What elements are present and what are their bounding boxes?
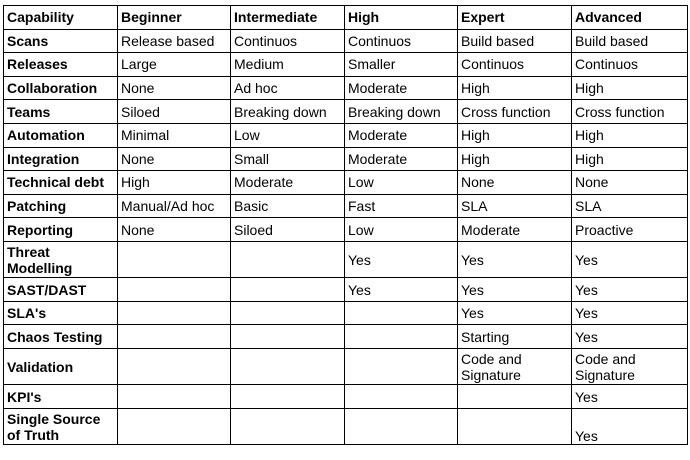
table-cell: None — [572, 171, 688, 195]
table-row — [4, 408, 688, 444]
table-cell: Code and Signature — [572, 349, 688, 385]
table-cell: Yes — [572, 301, 688, 325]
header-capability: Capability — [4, 6, 118, 30]
table-cell: Breaking down — [345, 100, 458, 124]
header-beginner: Beginner — [118, 6, 231, 30]
table-cell — [345, 301, 458, 325]
table-cell: Yes — [345, 241, 458, 277]
capability-cell: Chaos Testing — [4, 325, 118, 349]
table-cell: None — [118, 147, 231, 171]
capability-cell: Patching — [4, 194, 118, 218]
capability-cell: Releases — [4, 53, 118, 77]
table-cell: Yes — [572, 241, 688, 277]
table-cell: Moderate — [345, 147, 458, 171]
capability-cell: Automation — [4, 123, 118, 147]
table-cell: Siloed — [231, 218, 345, 242]
table-row — [4, 76, 688, 100]
table-row — [4, 218, 688, 242]
table-cell: Build based — [458, 29, 572, 53]
table-cell: Low — [231, 123, 345, 147]
table-cell — [458, 385, 572, 409]
capability-cell: SAST/DAST — [4, 278, 118, 302]
table-cell — [118, 385, 231, 409]
table-row — [4, 100, 688, 124]
header-advanced: Advanced — [572, 6, 688, 30]
table-cell: Continuos — [458, 53, 572, 77]
table-cell — [118, 408, 231, 444]
capability-cell: Collaboration — [4, 76, 118, 100]
table-cell — [345, 349, 458, 385]
table-cell: Low — [345, 171, 458, 195]
table-cell: Manual/Ad hoc — [118, 194, 231, 218]
table-cell: High — [572, 76, 688, 100]
table-cell — [231, 408, 345, 444]
maturity-table — [3, 5, 688, 445]
capability-cell: Scans — [4, 29, 118, 53]
header-expert: Expert — [458, 6, 572, 30]
table-cell: Proactive — [572, 218, 688, 242]
table-cell — [458, 408, 572, 444]
table-cell: Cross function — [572, 100, 688, 124]
table-cell: Moderate — [458, 218, 572, 242]
table-cell: Cross function — [458, 100, 572, 124]
table-cell — [345, 408, 458, 444]
table-cell: High — [572, 147, 688, 171]
header-intermediate: Intermediate — [231, 6, 345, 30]
table-cell — [118, 278, 231, 302]
table-cell: None — [458, 171, 572, 195]
table-cell: Yes — [572, 325, 688, 349]
table-cell — [231, 278, 345, 302]
table-cell: Small — [231, 147, 345, 171]
table-cell: Yes — [345, 278, 458, 302]
table-row — [4, 241, 688, 277]
table-cell: Ad hoc — [231, 76, 345, 100]
table-row — [4, 325, 688, 349]
table-cell: Yes — [458, 241, 572, 277]
capability-cell: Reporting — [4, 218, 118, 242]
table-cell: High — [458, 123, 572, 147]
table-cell: Large — [118, 53, 231, 77]
table-cell — [118, 301, 231, 325]
table-row — [4, 147, 688, 171]
table-cell — [345, 325, 458, 349]
table-cell: Yes — [572, 408, 688, 444]
capability-cell: Integration — [4, 147, 118, 171]
table-cell: Siloed — [118, 100, 231, 124]
table-cell: High — [458, 76, 572, 100]
table-cell: High — [118, 171, 231, 195]
table-cell: Medium — [231, 53, 345, 77]
table-cell: Yes — [572, 385, 688, 409]
table-cell — [118, 241, 231, 277]
capability-cell: Technical debt — [4, 171, 118, 195]
table-row — [4, 194, 688, 218]
table-cell: High — [572, 123, 688, 147]
table-row — [4, 385, 688, 409]
table-cell — [231, 325, 345, 349]
table-cell: Build based — [572, 29, 688, 53]
table-cell: High — [458, 147, 572, 171]
table-cell: Yes — [458, 278, 572, 302]
capability-cell: Threat Modelling — [4, 241, 118, 277]
table-cell: Continuos — [345, 29, 458, 53]
table-cell: Low — [345, 218, 458, 242]
table-cell: Fast — [345, 194, 458, 218]
table-cell — [118, 325, 231, 349]
table-row — [4, 278, 688, 302]
header-high: High — [345, 6, 458, 30]
capability-cell: Single Source of Truth — [4, 408, 118, 444]
table-row — [4, 349, 688, 385]
table-cell — [231, 349, 345, 385]
table-cell: Continuos — [231, 29, 345, 53]
table-cell: Code and Signature — [458, 349, 572, 385]
table-cell: Breaking down — [231, 100, 345, 124]
table-row — [4, 123, 688, 147]
table-row — [4, 53, 688, 77]
capability-cell: KPI's — [4, 385, 118, 409]
capability-cell: Validation — [4, 349, 118, 385]
table-cell: Moderate — [345, 76, 458, 100]
table-cell: None — [118, 218, 231, 242]
table-cell: SLA — [572, 194, 688, 218]
header-row — [4, 6, 688, 30]
capability-cell: SLA's — [4, 301, 118, 325]
table-row — [4, 171, 688, 195]
table-cell: SLA — [458, 194, 572, 218]
table-cell: Moderate — [345, 123, 458, 147]
table-cell: Yes — [458, 301, 572, 325]
table-cell — [118, 349, 231, 385]
table-cell: Continuos — [572, 53, 688, 77]
capability-cell: Teams — [4, 100, 118, 124]
table-cell: Release based — [118, 29, 231, 53]
table-cell: None — [118, 76, 231, 100]
table-cell — [345, 385, 458, 409]
table-cell: Smaller — [345, 53, 458, 77]
table-cell: Yes — [572, 278, 688, 302]
table-cell — [231, 385, 345, 409]
table-row — [4, 29, 688, 53]
table-cell — [231, 301, 345, 325]
table-cell — [231, 241, 345, 277]
table-cell: Starting — [458, 325, 572, 349]
table-cell: Moderate — [231, 171, 345, 195]
table-cell: Basic — [231, 194, 345, 218]
table-cell: Minimal — [118, 123, 231, 147]
table-row — [4, 301, 688, 325]
